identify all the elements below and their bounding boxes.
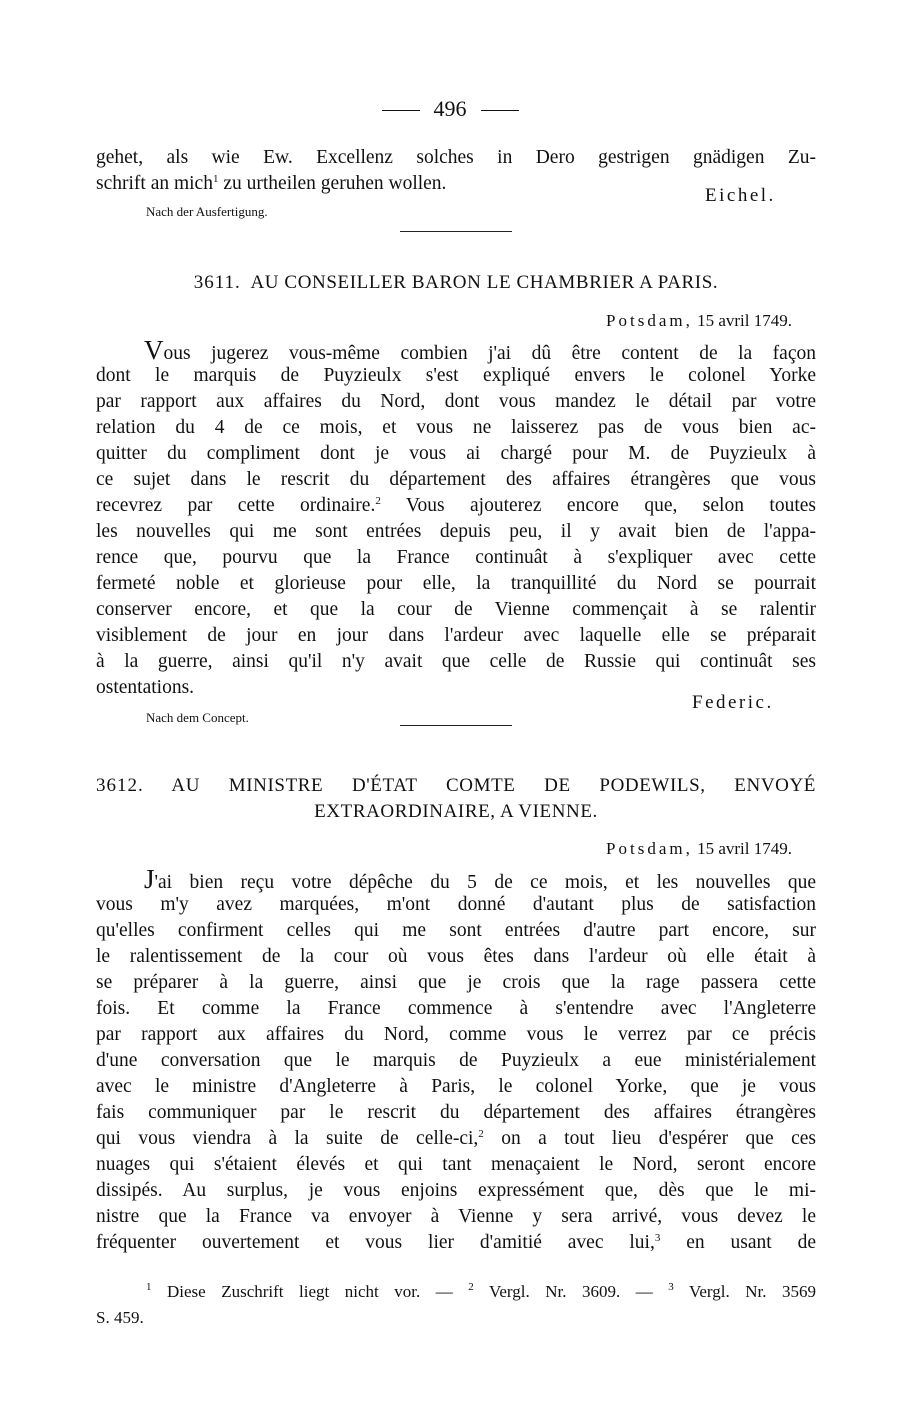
letter-3611-line-9: rence que, pourvu que la France continuât à s'expliquer avec cette xyxy=(96,547,816,568)
letter-3611-line-5: quitter du compliment dont je vous ai chargé pour M. de Puyzieulx à xyxy=(96,443,816,464)
signature-eichel: Eichel. xyxy=(705,185,776,206)
text-line: Vous ajouterez encore que, selon toutes xyxy=(380,495,816,516)
initial-letter: V xyxy=(144,335,164,365)
text-line: qui vous viendra à la suite de celle-ci, xyxy=(96,1128,479,1149)
letter-3611-line-12: visiblement de jour en jour dans l'ardeur avec laquelle elle se préparait xyxy=(96,625,816,646)
letter-3611-line-14: ostentations. xyxy=(96,677,195,698)
letter-3611-line-2: dont le marquis de Puyzieulx s'est expliqué envers le colonel Yorke xyxy=(96,365,816,386)
letter-3612-line-6: fois. Et comme la France commence à s'entendre avec l'Angleterre xyxy=(96,998,816,1019)
intro-line-1: gehet, als wie Ew. Excellenz solches in Dero gestrigen gnädigen Zu- xyxy=(96,147,816,168)
letter-3611-line-10: fermeté noble et glorieuse pour elle, la tranquillité du Nord se pourrait xyxy=(96,573,816,594)
intro-line-2b: zu urtheilen geruhen wollen. xyxy=(223,173,447,194)
footnote-text: Vergl. Nr. 3569 xyxy=(673,1282,816,1301)
letter-3612-heading-line-2: EXTRAORDINAIRE, A VIENNE. xyxy=(314,801,598,822)
letter-3611-line-6: ce sujet dans le rescrit du département des affaires étrangères que vous xyxy=(96,469,816,490)
letter-3612-line-10: fais communiquer par le rescrit du département des affaires étrangères xyxy=(96,1102,816,1123)
letter-3612-line-4: le ralentissement de la cour où vous êtes dans l'ardeur où elle était à xyxy=(96,946,816,967)
footnotes-line-1 xyxy=(146,1279,816,1305)
footnote-ref: 2 xyxy=(375,495,381,507)
signature-federic: Federic. xyxy=(692,692,774,713)
dateline-place: Potsdam, xyxy=(606,839,693,858)
dateline-date: 15 avril 1749. xyxy=(697,839,792,858)
letter-3612-line-12: nuages qui s'étaient élevés et qui tant menaçaient le Nord, seront encore xyxy=(96,1154,816,1175)
letter-3611-line-8: les nouvelles qui me sont entrées depuis peu, il y avait bien de l'appa- xyxy=(96,521,816,542)
letter-3612-line-11 xyxy=(96,1126,816,1152)
letter-number: 3612. xyxy=(96,775,144,796)
letter-3612-line-7: par rapport aux affaires du Nord, comme vous le verrez par ce précis xyxy=(96,1024,816,1045)
section-divider xyxy=(400,725,512,726)
footnote-number: 1 xyxy=(146,1281,152,1293)
dateline-place: Potsdam, xyxy=(606,311,693,330)
text-line: 'ai bien reçu votre dépêche du 5 de ce mois, et les nouvelles que xyxy=(154,872,816,893)
footnote-number: 2 xyxy=(468,1281,474,1293)
page-number-dash-right xyxy=(481,110,519,111)
letter-3611-dateline xyxy=(606,311,792,331)
footnote-text: Diese Zuschrift liegt nicht vor. — xyxy=(151,1282,469,1301)
footnote-number: 3 xyxy=(668,1281,674,1293)
footnote-text: Vergl. Nr. 3609. — xyxy=(473,1282,669,1301)
letter-3612-line-13: dissipés. Au surplus, je vous enjoins expressément que, dès que le mi- xyxy=(96,1180,816,1201)
letter-3611-line-11: conserver encore, et que la cour de Vienne commençait à se ralentir xyxy=(96,599,816,620)
text-line: fréquenter ouvertement et vous lier d'amitié avec lui, xyxy=(96,1232,655,1253)
footnote-ref: 3 xyxy=(654,1232,661,1244)
letter-3612-line-2: vous m'y avez marquées, m'ont donné d'autant plus de satisfaction xyxy=(96,894,816,915)
letter-number: 3611. xyxy=(193,272,241,293)
letter-3611-line-3: par rapport aux affaires du Nord, dont vous mandez le détail par votre xyxy=(96,391,816,412)
footnote-ref: 2 xyxy=(478,1128,484,1140)
text-line: ous jugerez vous-même combien j'ai dû être content de la façon xyxy=(163,343,816,364)
letter-3612-dateline xyxy=(606,839,792,859)
section-divider xyxy=(400,231,512,232)
page-number-text: 496 xyxy=(433,96,467,121)
dateline-date: 15 avril 1749. xyxy=(697,311,792,330)
page-number xyxy=(0,96,900,122)
letter-3612-line-15 xyxy=(96,1230,816,1256)
intro-line-2a: schrift an mich xyxy=(96,173,213,194)
letter-3612-line-5: se préparer à la guerre, ainsi que je crois que la rage passera cette xyxy=(96,972,816,993)
initial-letter: J xyxy=(144,864,155,894)
footnote-ref: 1 xyxy=(212,173,219,185)
letter-3611-line-13: à la guerre, ainsi qu'il n'y avait que celle de Russie qui continuât ses xyxy=(96,651,816,672)
letter-3612-line-8: d'une conversation que le marquis de Puyzieulx a eue ministérialement xyxy=(96,1050,816,1071)
letter-3612-line-14: nistre que la France va envoyer à Vienne y sera arrivé, vous devez le xyxy=(96,1206,816,1227)
letter-3611-heading xyxy=(96,272,816,294)
source-note-intro: Nach der Ausfertigung. xyxy=(146,204,268,219)
letter-title: AU CONSEILLER BARON LE CHAMBRIER A PARIS. xyxy=(250,272,719,293)
text-line: on a tout lieu d'espérer que ces xyxy=(483,1128,816,1149)
source-note-3611: Nach dem Concept. xyxy=(146,710,249,725)
page-number-dash-left xyxy=(382,110,420,111)
letter-3612-heading-line-1 xyxy=(96,775,816,797)
text-line: recevrez par cette ordinaire. xyxy=(96,495,376,516)
letter-3612-line-9: avec le ministre d'Angleterre à Paris, le colonel Yorke, que je vous xyxy=(96,1076,816,1097)
letter-3611-line-7 xyxy=(96,493,816,519)
letter-3611-line-4: relation du 4 de ce mois, et vous ne laisserez pas de vous bien ac- xyxy=(96,417,816,438)
letter-3612-line-3: qu'elles confirment celles qui me sont entrées d'autre part encore, sur xyxy=(96,920,816,941)
footnotes-line-2: S. 459. xyxy=(96,1308,144,1327)
text-line: en usant de xyxy=(660,1232,816,1253)
letter-title: AU MINISTRE D'ÉTAT COMTE DE PODEWILS, ENVOYÉ xyxy=(171,775,816,796)
